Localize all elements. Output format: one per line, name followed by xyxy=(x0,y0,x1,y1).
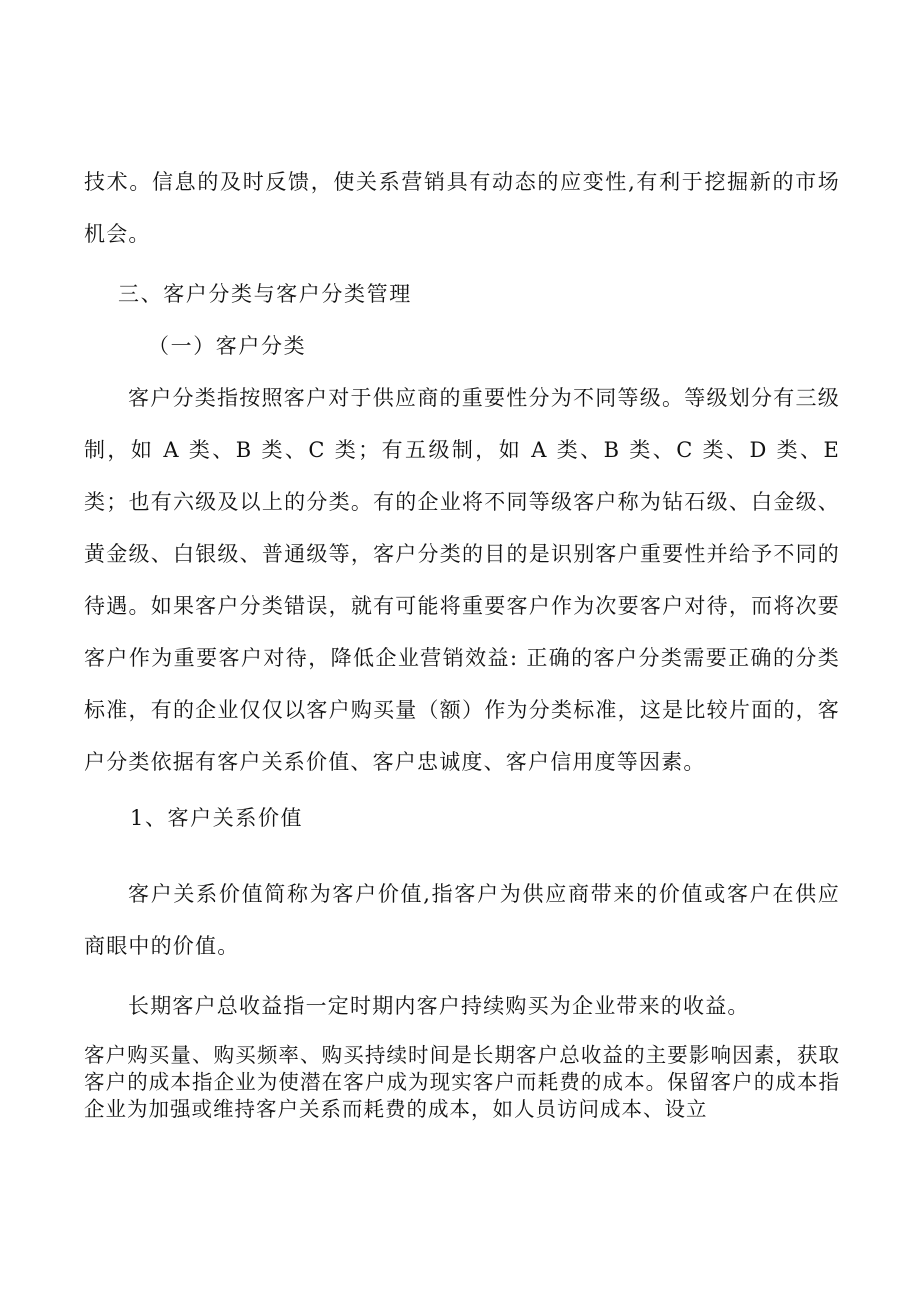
paragraph-intro: 技术。信息的及时反馈，使关系营销具有动态的应变性,有利于挖掘新的市场机会。 xyxy=(84,170,840,246)
item-heading-1: 1、客户关系价值 xyxy=(130,806,304,830)
subsection-heading-1: （一）客户分类 xyxy=(148,334,307,358)
section-heading-3: 三、客户分类与客户分类管理 xyxy=(118,282,412,306)
paragraph-classification: 客户分类指按照客户对于供应商的重要性分为不同等级。等级划分有三级制，如 A 类、B 类、C 类；有五级制，如 A 类、B 类、C 类、D 类、E 类；也有六级及以上的分类。有的企业将不同等级客户称为钻石级、白金级、黄金级、白银级、普通级等，客户分类的目的是识别客户重要性并给予不同的待遇。如果客户分类错误，就有可能将重要客户作为次要客户对待，而将次要客户作为重要客户对待，降低企业营销效益: 正确的客户分类需要正确的分类标准，有的企业仅仅以客户购买量（额）作为分类标准，这是比较片面的，客户分类依据有客户关系价值、客户忠诚度、客户信用度等因素。 xyxy=(84,386,840,774)
paragraph-customer-cost: 客户购买量、购买频率、购买持续时间是长期客户总收益的主要影响因素，获取客户的成本指企业为使潜在客户成为现实客户而耗费的成本。保留客户的成本指企业为加强或维持客户关系而耗费的成本，如人员访问成本、设立 xyxy=(84,1043,840,1121)
paragraph-customer-value: 客户关系价值简称为客户价值,指客户为供应商带来的价值或客户在供应商眼中的价值。 xyxy=(84,882,840,958)
paragraph-long-term-income: 长期客户总收益指一定时期内客户持续购买为企业带来的收益。 xyxy=(128,994,750,1018)
